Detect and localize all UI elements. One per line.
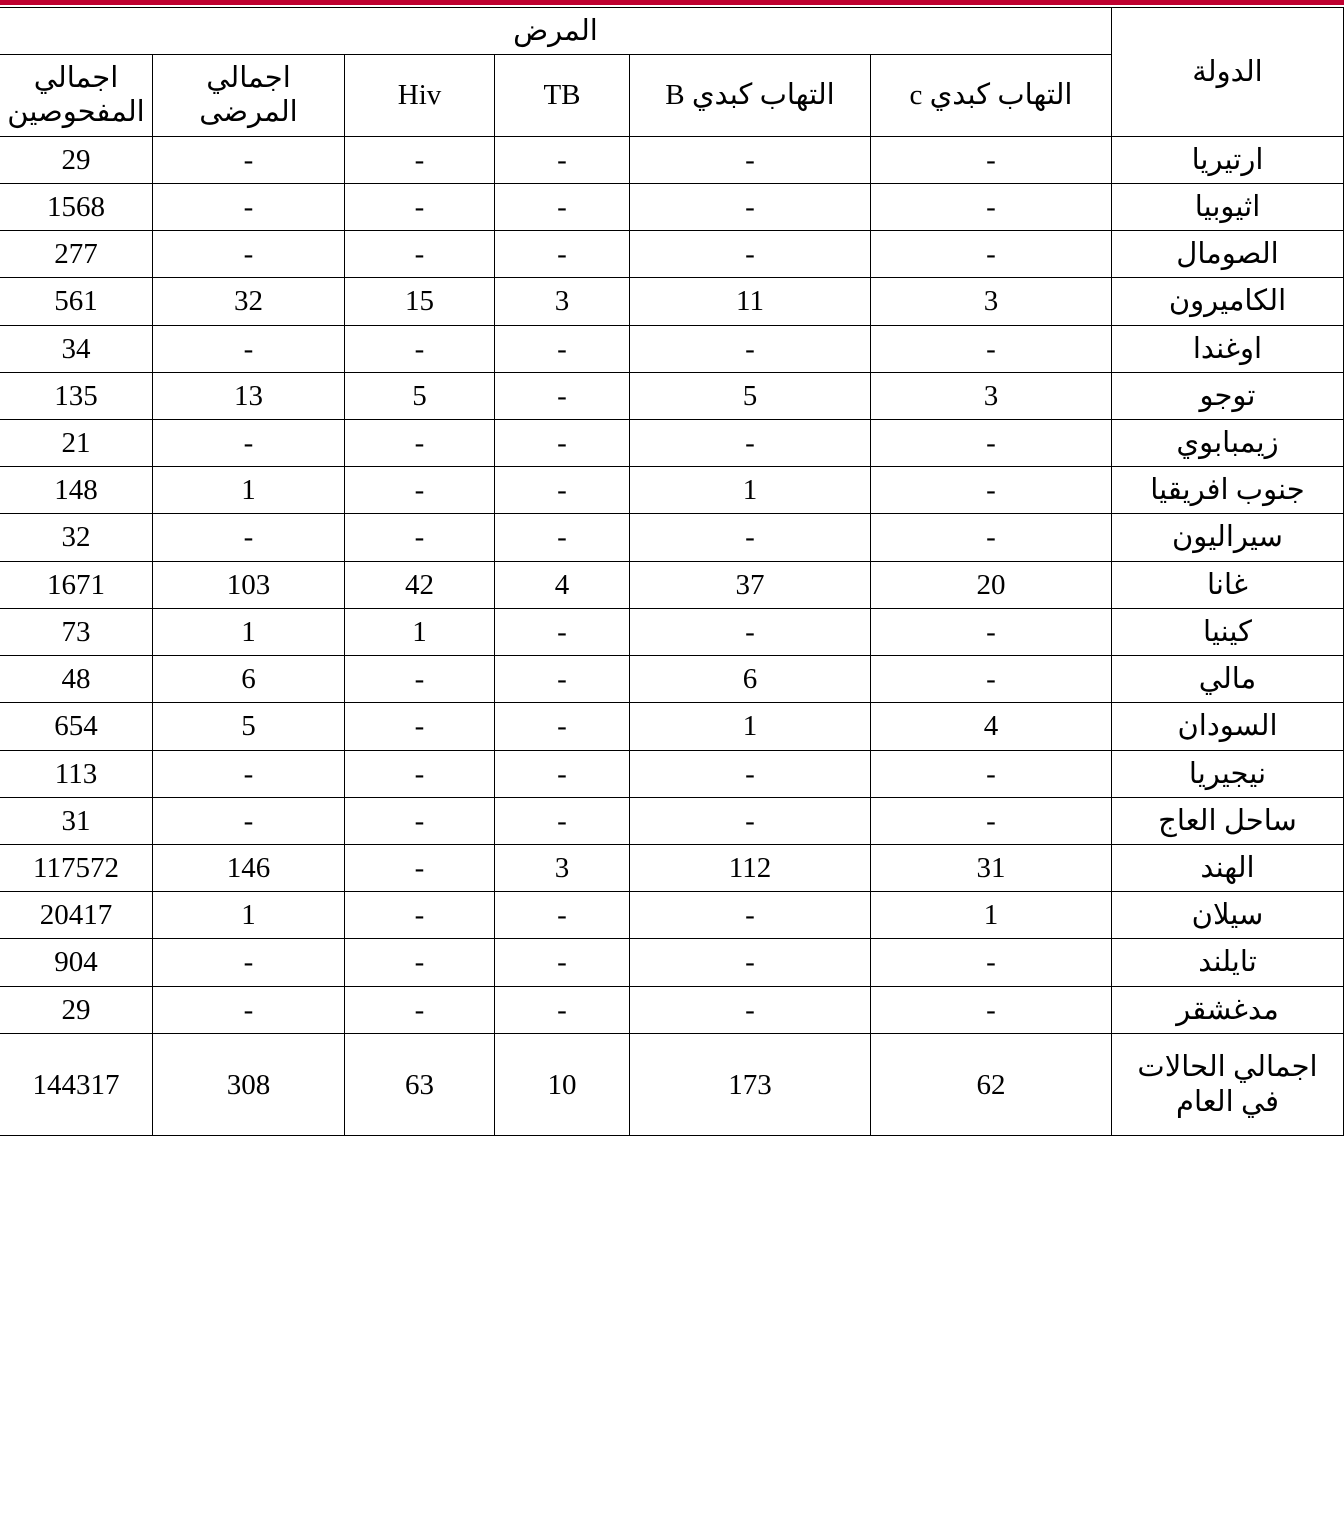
cell-total-patients: 6 bbox=[153, 656, 345, 703]
table-row bbox=[0, 892, 1344, 939]
table-row bbox=[0, 561, 1344, 608]
cell-hepatitis-c: - bbox=[871, 419, 1112, 466]
cell-hiv: - bbox=[345, 514, 495, 561]
cell-hepatitis-c: 4 bbox=[871, 703, 1112, 750]
table-row bbox=[0, 514, 1344, 561]
cell-hepatitis-c: - bbox=[871, 136, 1112, 183]
cell-hepatitis-c: - bbox=[871, 608, 1112, 655]
cell-tb: - bbox=[495, 656, 630, 703]
cell-total-screened: 1671 bbox=[0, 561, 153, 608]
cell-hiv: - bbox=[345, 656, 495, 703]
cell-total-patients: - bbox=[153, 939, 345, 986]
cell-tb: - bbox=[495, 136, 630, 183]
cell-hepatitis-b: 6 bbox=[630, 656, 871, 703]
cell-tb: 4 bbox=[495, 561, 630, 608]
table-row bbox=[0, 467, 1344, 514]
table-row bbox=[0, 939, 1344, 986]
cell-country: مالي bbox=[1112, 656, 1344, 703]
cell-hepatitis-c: 20 bbox=[871, 561, 1112, 608]
cell-total-patients: - bbox=[153, 797, 345, 844]
cell-country: ساحل العاج bbox=[1112, 797, 1344, 844]
cell-total-patients: 32 bbox=[153, 278, 345, 325]
cell-country: اثيوبيا bbox=[1112, 183, 1344, 230]
cell-tb: 3 bbox=[495, 278, 630, 325]
cell-total-patients: - bbox=[153, 231, 345, 278]
cell-total-screened: 34 bbox=[0, 325, 153, 372]
cell-hepatitis-c: 3 bbox=[871, 372, 1112, 419]
table-row bbox=[0, 750, 1344, 797]
cell-country: تايلند bbox=[1112, 939, 1344, 986]
cell-hepatitis-c: 31 bbox=[871, 844, 1112, 891]
cell-tb: - bbox=[495, 892, 630, 939]
cell-total-patients: 1 bbox=[153, 467, 345, 514]
cell-hiv: - bbox=[345, 797, 495, 844]
cell-tb: - bbox=[495, 703, 630, 750]
cell-tb: - bbox=[495, 750, 630, 797]
cell-tb: 3 bbox=[495, 844, 630, 891]
cell-total-hiv: 63 bbox=[345, 1033, 495, 1136]
cell-hiv: - bbox=[345, 844, 495, 891]
table-total-row bbox=[0, 1033, 1344, 1136]
cell-hiv: 42 bbox=[345, 561, 495, 608]
header-tb: TB bbox=[495, 55, 630, 136]
cell-tb: - bbox=[495, 514, 630, 561]
cell-hepatitis-c: - bbox=[871, 656, 1112, 703]
cell-hepatitis-c: - bbox=[871, 986, 1112, 1033]
cell-hepatitis-c: - bbox=[871, 939, 1112, 986]
cell-hepatitis-b: - bbox=[630, 231, 871, 278]
cell-total-screened: 20417 bbox=[0, 892, 153, 939]
table-row bbox=[0, 656, 1344, 703]
cell-total-patients: 1 bbox=[153, 892, 345, 939]
cell-hepatitis-c: - bbox=[871, 467, 1112, 514]
cell-tb: - bbox=[495, 372, 630, 419]
cell-hiv: 15 bbox=[345, 278, 495, 325]
table-row bbox=[0, 986, 1344, 1033]
cell-country: جنوب افريقيا bbox=[1112, 467, 1344, 514]
cell-tb: - bbox=[495, 231, 630, 278]
cell-total-hepatitis-b: 173 bbox=[630, 1033, 871, 1136]
cell-hepatitis-b: 11 bbox=[630, 278, 871, 325]
cell-total-label: اجمالي الحالات في العام bbox=[1112, 1033, 1344, 1136]
cell-hepatitis-c: 3 bbox=[871, 278, 1112, 325]
cell-country: غانا bbox=[1112, 561, 1344, 608]
cell-total-patients: 146 bbox=[153, 844, 345, 891]
table-row bbox=[0, 278, 1344, 325]
cell-hepatitis-b: - bbox=[630, 419, 871, 466]
cell-country: زيمبابوي bbox=[1112, 419, 1344, 466]
cell-hiv: - bbox=[345, 231, 495, 278]
cell-hiv: - bbox=[345, 750, 495, 797]
cell-total-screened: 654 bbox=[0, 703, 153, 750]
cell-country: الهند bbox=[1112, 844, 1344, 891]
cell-total-patients: - bbox=[153, 419, 345, 466]
cell-total-patients: 308 bbox=[153, 1033, 345, 1136]
cell-total-screened: 561 bbox=[0, 278, 153, 325]
cell-hiv: 1 bbox=[345, 608, 495, 655]
cell-hepatitis-b: - bbox=[630, 183, 871, 230]
cell-tb: - bbox=[495, 608, 630, 655]
cell-country: الكاميرون bbox=[1112, 278, 1344, 325]
cell-hiv: - bbox=[345, 892, 495, 939]
header-hiv: Hiv bbox=[345, 55, 495, 136]
cell-country: توجو bbox=[1112, 372, 1344, 419]
table-row bbox=[0, 844, 1344, 891]
cell-hepatitis-b: - bbox=[630, 986, 871, 1033]
cell-hiv: - bbox=[345, 136, 495, 183]
cell-hiv: 5 bbox=[345, 372, 495, 419]
cell-hiv: - bbox=[345, 467, 495, 514]
cell-total-screened: 21 bbox=[0, 419, 153, 466]
table-row bbox=[0, 419, 1344, 466]
cell-total-screened: 29 bbox=[0, 136, 153, 183]
cell-total-tb: 10 bbox=[495, 1033, 630, 1136]
header-row-top bbox=[0, 8, 1344, 55]
cell-total-screened: 32 bbox=[0, 514, 153, 561]
header-country: الدولة bbox=[1112, 8, 1344, 137]
cell-country: سيراليون bbox=[1112, 514, 1344, 561]
cell-hepatitis-b: - bbox=[630, 514, 871, 561]
cell-total-screened: 148 bbox=[0, 467, 153, 514]
cell-hepatitis-b: 1 bbox=[630, 703, 871, 750]
table-row bbox=[0, 372, 1344, 419]
cell-total-screened: 144317 bbox=[0, 1033, 153, 1136]
cell-hepatitis-c: 1 bbox=[871, 892, 1112, 939]
cell-country: سيلان bbox=[1112, 892, 1344, 939]
cell-hepatitis-b: - bbox=[630, 939, 871, 986]
cell-total-screened: 135 bbox=[0, 372, 153, 419]
header-total-patients: اجمالي المرضى bbox=[153, 55, 345, 136]
cell-country: نيجيريا bbox=[1112, 750, 1344, 797]
cell-hepatitis-b: - bbox=[630, 136, 871, 183]
table-row bbox=[0, 231, 1344, 278]
table-row bbox=[0, 325, 1344, 372]
table-body bbox=[0, 3, 1344, 1136]
table-row bbox=[0, 183, 1344, 230]
cell-hiv: - bbox=[345, 703, 495, 750]
table-row bbox=[0, 608, 1344, 655]
table-row bbox=[0, 703, 1344, 750]
cell-hepatitis-c: - bbox=[871, 750, 1112, 797]
cell-country: ارتيريا bbox=[1112, 136, 1344, 183]
header-total-screened: اجمالي المفحوصين bbox=[0, 55, 153, 136]
cell-hepatitis-b: 5 bbox=[630, 372, 871, 419]
cell-total-patients: 1 bbox=[153, 608, 345, 655]
cell-hiv: - bbox=[345, 183, 495, 230]
cell-total-screened: 1568 bbox=[0, 183, 153, 230]
header-hepatitis-b: التهاب كبدي B bbox=[630, 55, 871, 136]
cell-total-patients: 103 bbox=[153, 561, 345, 608]
cell-total-screened: 113 bbox=[0, 750, 153, 797]
cell-hepatitis-b: 37 bbox=[630, 561, 871, 608]
header-disease-group: المرض bbox=[0, 8, 1112, 55]
cell-hepatitis-b: 1 bbox=[630, 467, 871, 514]
cell-total-screened: 277 bbox=[0, 231, 153, 278]
cell-country: كينيا bbox=[1112, 608, 1344, 655]
header-hepatitis-c: التهاب كبدي c bbox=[871, 55, 1112, 136]
table-row bbox=[0, 136, 1344, 183]
cell-total-hepatitis-c: 62 bbox=[871, 1033, 1112, 1136]
cell-tb: - bbox=[495, 986, 630, 1033]
cell-country: اوغندا bbox=[1112, 325, 1344, 372]
cell-hepatitis-b: 112 bbox=[630, 844, 871, 891]
cell-total-patients: - bbox=[153, 136, 345, 183]
cell-hepatitis-c: - bbox=[871, 183, 1112, 230]
cell-total-screened: 48 bbox=[0, 656, 153, 703]
table-row bbox=[0, 797, 1344, 844]
cell-total-patients: - bbox=[153, 514, 345, 561]
cell-hepatitis-b: - bbox=[630, 750, 871, 797]
cell-total-screened: 29 bbox=[0, 986, 153, 1033]
cell-total-patients: - bbox=[153, 183, 345, 230]
cell-country: الصومال bbox=[1112, 231, 1344, 278]
cell-hepatitis-c: - bbox=[871, 797, 1112, 844]
cell-total-patients: 5 bbox=[153, 703, 345, 750]
cell-hiv: - bbox=[345, 986, 495, 1033]
cell-country: السودان bbox=[1112, 703, 1344, 750]
cell-tb: - bbox=[495, 797, 630, 844]
cell-hiv: - bbox=[345, 325, 495, 372]
cell-total-patients: - bbox=[153, 750, 345, 797]
cell-hepatitis-c: - bbox=[871, 231, 1112, 278]
cell-hepatitis-b: - bbox=[630, 797, 871, 844]
cell-total-screened: 31 bbox=[0, 797, 153, 844]
cell-total-patients: - bbox=[153, 325, 345, 372]
cell-hepatitis-c: - bbox=[871, 514, 1112, 561]
cell-hiv: - bbox=[345, 419, 495, 466]
cell-total-patients: 13 bbox=[153, 372, 345, 419]
cell-tb: - bbox=[495, 419, 630, 466]
cell-total-screened: 73 bbox=[0, 608, 153, 655]
cell-total-screened: 904 bbox=[0, 939, 153, 986]
cell-hepatitis-b: - bbox=[630, 325, 871, 372]
cell-tb: - bbox=[495, 183, 630, 230]
cell-hiv: - bbox=[345, 939, 495, 986]
cell-tb: - bbox=[495, 467, 630, 514]
cell-total-patients: - bbox=[153, 986, 345, 1033]
cell-tb: - bbox=[495, 325, 630, 372]
cell-tb: - bbox=[495, 939, 630, 986]
cell-total-screened: 117572 bbox=[0, 844, 153, 891]
cell-hepatitis-b: - bbox=[630, 892, 871, 939]
cell-country: مدغشقر bbox=[1112, 986, 1344, 1033]
cell-hepatitis-c: - bbox=[871, 325, 1112, 372]
cell-hepatitis-b: - bbox=[630, 608, 871, 655]
